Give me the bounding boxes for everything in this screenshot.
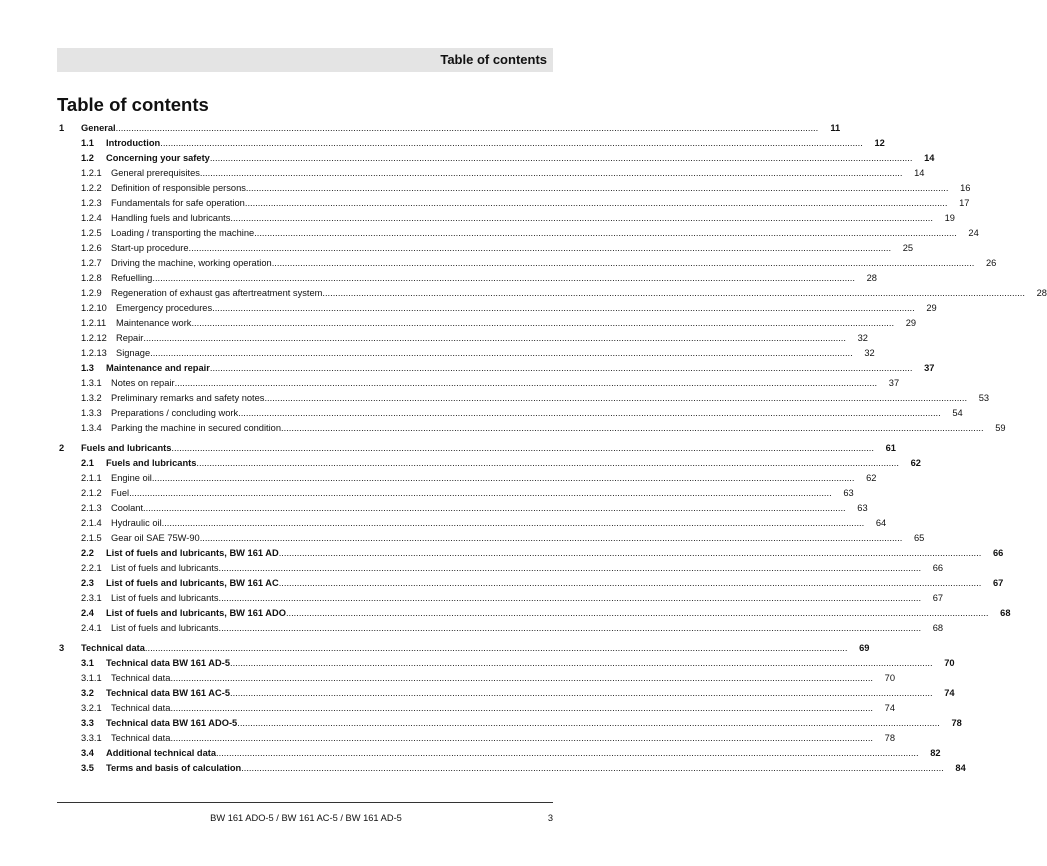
toc-entry-number: 2.3 bbox=[81, 578, 94, 588]
toc-entry[interactable] bbox=[59, 331, 868, 346]
toc-dot-leader bbox=[152, 271, 855, 286]
toc-entry[interactable] bbox=[59, 606, 1011, 621]
toc-entry-label: List of fuels and lubricants, BW 161 AD bbox=[106, 548, 279, 558]
toc-entry-label: Fuels and lubricants bbox=[81, 443, 172, 453]
toc-entry-number: 2 bbox=[59, 443, 65, 453]
toc-entry-page: 68 bbox=[1000, 608, 1011, 618]
toc-entry-page: 69 bbox=[859, 643, 870, 653]
toc-entry-label: Technical data BW 161 AC-5 bbox=[106, 688, 230, 698]
toc-entry-number: 1 bbox=[59, 123, 65, 133]
toc-entry-page: 19 bbox=[944, 213, 955, 223]
toc-entry-label: Technical data bbox=[81, 643, 145, 653]
toc-entry-number: 1.2.5 bbox=[81, 228, 102, 238]
toc-entry-page: 70 bbox=[884, 673, 896, 683]
toc-entry-page: 29 bbox=[905, 318, 917, 328]
toc-dot-leader bbox=[279, 576, 982, 591]
toc-dot-leader bbox=[219, 621, 922, 636]
toc-entry-label: Preliminary remarks and safety notes bbox=[111, 393, 265, 403]
toc-dot-leader bbox=[143, 331, 846, 346]
toc-entry-label: Technical data bbox=[111, 703, 171, 713]
toc-entry-page: 54 bbox=[952, 408, 963, 418]
toc-entry-page: 32 bbox=[857, 333, 868, 343]
toc-entry[interactable] bbox=[59, 591, 944, 606]
toc-entry-page: 61 bbox=[885, 443, 896, 453]
toc-entry-number: 2.1.3 bbox=[81, 503, 102, 513]
toc-entry-page: 14 bbox=[924, 153, 935, 163]
toc-dot-leader bbox=[162, 516, 865, 531]
toc-entry-label: Coolant bbox=[111, 503, 144, 513]
toc-entry-label: Repair bbox=[116, 333, 144, 343]
toc-entry-page: 12 bbox=[874, 138, 885, 148]
toc-entry-label: Signage bbox=[116, 348, 151, 358]
toc-entry-page: 28 bbox=[866, 273, 877, 283]
toc-dot-leader bbox=[246, 181, 949, 196]
toc-dot-leader bbox=[170, 701, 873, 716]
toc-entry-label: Technical data BW 161 ADO-5 bbox=[106, 718, 238, 728]
toc-entry-page: 62 bbox=[866, 473, 877, 483]
toc-entry-page: 29 bbox=[926, 303, 937, 313]
toc-entry-number: 1.2.9 bbox=[81, 288, 102, 298]
toc-entry[interactable] bbox=[59, 301, 937, 316]
toc-entry-label: Fuels and lubricants bbox=[106, 458, 197, 468]
toc-dot-leader bbox=[286, 606, 989, 621]
toc-dot-leader bbox=[212, 301, 915, 316]
toc-dot-leader bbox=[210, 361, 913, 376]
toc-entry-page: 37 bbox=[888, 378, 900, 388]
toc-entry-number: 3.3 bbox=[81, 718, 94, 728]
toc-entry-number: 1.2.12 bbox=[81, 333, 107, 343]
toc-entry-label: Gear oil SAE 75W-90 bbox=[111, 533, 200, 543]
toc-entry-number: 2.1.2 bbox=[81, 488, 102, 498]
toc-dot-leader bbox=[150, 346, 853, 361]
toc-entry-number: 1.2.4 bbox=[81, 213, 102, 223]
toc-entry-number: 2.1 bbox=[81, 458, 94, 468]
toc-entry-number: 3 bbox=[59, 643, 65, 653]
toc-entry-number: 3.1 bbox=[81, 658, 94, 668]
toc-entry-page: 16 bbox=[960, 183, 971, 193]
toc-entry-label: Concerning your safety bbox=[106, 153, 210, 163]
toc-entry[interactable] bbox=[59, 256, 997, 271]
toc-entry[interactable] bbox=[59, 391, 990, 406]
toc-entry[interactable] bbox=[59, 761, 966, 776]
toc-entry-number: 1.2.13 bbox=[81, 348, 107, 358]
toc-dot-leader bbox=[210, 151, 913, 166]
toc-entry[interactable] bbox=[59, 701, 896, 716]
toc-entry-number: 1.2.1 bbox=[81, 168, 102, 178]
toc-entry-label: Technical data BW 161 AD-5 bbox=[106, 658, 230, 668]
toc-entry-number: 1.2 bbox=[81, 153, 94, 163]
toc-entry-number: 3.3.1 bbox=[81, 733, 102, 743]
page-title: Table of contents bbox=[57, 94, 209, 115]
toc-entry-number: 3.1.1 bbox=[81, 673, 102, 683]
toc-entry[interactable] bbox=[59, 456, 921, 471]
toc-entry-number: 1.3.4 bbox=[81, 423, 102, 433]
toc-entry[interactable] bbox=[59, 471, 877, 486]
toc-entry-label: Emergency procedures bbox=[116, 303, 213, 313]
toc-entry[interactable] bbox=[59, 546, 1004, 561]
toc-entry-page: 78 bbox=[951, 718, 962, 728]
toc-entry-number: 1.2.11 bbox=[81, 318, 107, 328]
toc-entry-number: 1.2.7 bbox=[81, 258, 102, 268]
toc-entry[interactable] bbox=[59, 486, 854, 501]
toc-entry-page: 37 bbox=[924, 363, 935, 373]
toc-dot-leader bbox=[152, 471, 855, 486]
toc-entry-number: 3.2 bbox=[81, 688, 94, 698]
toc-entry[interactable] bbox=[59, 376, 900, 391]
toc-entry[interactable] bbox=[59, 151, 935, 166]
toc-entry[interactable] bbox=[59, 641, 870, 656]
toc-entry[interactable] bbox=[59, 136, 885, 151]
toc-entry-label: List of fuels and lubricants bbox=[111, 623, 219, 633]
toc-dot-leader bbox=[230, 656, 933, 671]
toc-entry[interactable] bbox=[59, 226, 979, 241]
toc-entry-page: 59 bbox=[995, 423, 1006, 433]
toc-entry[interactable] bbox=[59, 271, 877, 286]
toc-entry-page: 17 bbox=[959, 198, 970, 208]
toc-entry[interactable] bbox=[59, 121, 841, 136]
toc-entry-page: 74 bbox=[884, 703, 896, 713]
toc-entry-number: 1.3.3 bbox=[81, 408, 102, 418]
toc-entry[interactable] bbox=[59, 441, 896, 456]
toc-entry[interactable] bbox=[59, 421, 1006, 436]
toc-dot-leader bbox=[216, 746, 919, 761]
toc-entry-page: 63 bbox=[843, 488, 854, 498]
toc-entry-page: 74 bbox=[944, 688, 955, 698]
toc-entry-page: 64 bbox=[875, 518, 887, 528]
toc-dot-leader bbox=[129, 486, 832, 501]
toc-dot-leader bbox=[143, 501, 846, 516]
toc-entry-label: General prerequisites bbox=[111, 168, 200, 178]
toc-entry-label: Start-up procedure bbox=[111, 243, 189, 253]
toc-dot-leader bbox=[245, 196, 948, 211]
toc-entry[interactable] bbox=[59, 316, 917, 331]
toc-dot-leader bbox=[279, 546, 982, 561]
toc-entry-number: 2.2 bbox=[81, 548, 94, 558]
toc-dot-leader bbox=[200, 531, 903, 546]
header-title: Table of contents bbox=[440, 52, 547, 67]
toc-entry-number: 1.2.3 bbox=[81, 198, 102, 208]
toc-entry-page: 66 bbox=[932, 563, 944, 573]
toc-entry[interactable] bbox=[59, 731, 896, 746]
toc-entry-label: Loading / transporting the machine bbox=[111, 228, 255, 238]
toc-entry[interactable] bbox=[59, 241, 914, 256]
toc-entry-page: 78 bbox=[884, 733, 896, 743]
toc-entry[interactable] bbox=[59, 561, 944, 576]
toc-entry[interactable] bbox=[59, 531, 925, 546]
toc-entry-label: General bbox=[81, 123, 116, 133]
toc-dot-leader bbox=[238, 406, 941, 421]
toc-entry-number: 2.2.1 bbox=[81, 563, 102, 573]
toc-entry[interactable] bbox=[59, 361, 935, 376]
toc-entry[interactable] bbox=[59, 166, 925, 181]
toc-entry-number: 3.2.1 bbox=[81, 703, 102, 713]
toc-entry-number: 2.1.5 bbox=[81, 533, 102, 543]
toc-entry-label: Preparations / concluding work bbox=[111, 408, 239, 418]
toc-entry[interactable] bbox=[59, 501, 868, 516]
toc-entry[interactable] bbox=[59, 656, 955, 671]
toc-entry[interactable] bbox=[59, 181, 971, 196]
toc-entry-label: Parking the machine in secured condition bbox=[111, 423, 282, 433]
toc-dot-leader bbox=[191, 316, 894, 331]
toc-entry[interactable] bbox=[59, 516, 887, 531]
toc-entry-page: 53 bbox=[978, 393, 990, 403]
toc-entry-number: 2.3.1 bbox=[81, 593, 102, 603]
toc-entry[interactable] bbox=[59, 671, 896, 686]
toc-entry[interactable] bbox=[59, 406, 963, 421]
toc-entry-label: Maintenance work bbox=[116, 318, 192, 328]
toc-dot-leader bbox=[170, 671, 873, 686]
toc-entry-page: 70 bbox=[944, 658, 955, 668]
toc-entry[interactable] bbox=[59, 686, 955, 701]
footer-models: BW 161 ADO-5 / BW 161 AC-5 / BW 161 AD-5 bbox=[210, 813, 402, 823]
toc-entry-page: 11 bbox=[830, 123, 841, 133]
toc-dot-leader bbox=[322, 286, 1025, 301]
toc-dot-leader bbox=[200, 166, 903, 181]
toc-entry-page: 65 bbox=[913, 533, 925, 543]
toc-entry-label: List of fuels and lubricants bbox=[111, 593, 219, 603]
toc-entry-label: Driving the machine, working operation bbox=[111, 258, 272, 268]
toc-entry-label: Terms and basis of calculation bbox=[106, 763, 242, 773]
toc-entry-number: 2.4.1 bbox=[81, 623, 102, 633]
toc-entry-label: Introduction bbox=[106, 138, 161, 148]
toc-entry-label: Fuel bbox=[111, 488, 130, 498]
toc-entry-label: Definition of responsible persons bbox=[111, 183, 246, 193]
toc-entry-page: 68 bbox=[932, 623, 944, 633]
toc-entry-label: Additional technical data bbox=[106, 748, 217, 758]
toc-entry[interactable] bbox=[59, 196, 970, 211]
toc-entry-number: 3.4 bbox=[81, 748, 94, 758]
toc-entry-label: List of fuels and lubricants, BW 161 ADO bbox=[106, 608, 286, 618]
toc-entry[interactable] bbox=[59, 346, 875, 361]
toc-entry-page: 25 bbox=[902, 243, 914, 253]
toc-dot-leader bbox=[281, 421, 984, 436]
toc-entry-page: 82 bbox=[930, 748, 941, 758]
toc-entry-page: 66 bbox=[992, 548, 1004, 558]
toc-dot-leader bbox=[116, 121, 819, 136]
toc-entry-page: 32 bbox=[864, 348, 875, 358]
toc-entry-number: 1.2.2 bbox=[81, 183, 102, 193]
toc-entry-number: 1.2.8 bbox=[81, 273, 102, 283]
toc-entry-label: Refuelling bbox=[111, 273, 153, 283]
toc-entry[interactable] bbox=[59, 621, 944, 636]
toc-entry-number: 1.3.1 bbox=[81, 378, 102, 388]
header-bar bbox=[57, 48, 553, 72]
toc-dot-leader bbox=[219, 591, 922, 606]
toc-entry-label: Maintenance and repair bbox=[106, 363, 210, 373]
toc-dot-leader bbox=[264, 391, 967, 406]
toc-dot-leader bbox=[160, 136, 863, 151]
toc-entry-label: Handling fuels and lubricants bbox=[111, 213, 231, 223]
toc-dot-leader bbox=[171, 441, 874, 456]
toc-entry[interactable] bbox=[59, 211, 955, 226]
toc-entry-number: 1.2.6 bbox=[81, 243, 102, 253]
toc-dot-leader bbox=[241, 761, 944, 776]
toc-dot-leader bbox=[230, 686, 933, 701]
toc-entry-number: 1.2.10 bbox=[81, 303, 107, 313]
footer-divider bbox=[57, 802, 553, 803]
toc-entry-label: Engine oil bbox=[111, 473, 152, 483]
toc-entry-page: 84 bbox=[955, 763, 966, 773]
toc-entry-label: Technical data bbox=[111, 733, 171, 743]
toc-dot-leader bbox=[272, 256, 975, 271]
toc-dot-leader bbox=[196, 456, 899, 471]
toc-entry-page: 26 bbox=[985, 258, 997, 268]
toc-entry-number: 1.3 bbox=[81, 363, 94, 373]
toc-dot-leader bbox=[230, 211, 933, 226]
toc-entry[interactable] bbox=[59, 716, 962, 731]
toc-entry-page: 28 bbox=[1036, 288, 1047, 298]
toc-entry-page: 67 bbox=[932, 593, 944, 603]
toc-entry-page: 67 bbox=[992, 578, 1004, 588]
footer-page-number: 3 bbox=[547, 813, 553, 823]
toc-entry-label: List of fuels and lubricants, BW 161 AC bbox=[106, 578, 279, 588]
toc-entry-number: 2.1.1 bbox=[81, 473, 102, 483]
toc-entry-label: Hydraulic oil bbox=[111, 518, 162, 528]
toc-entry[interactable] bbox=[59, 576, 1004, 591]
toc-entry-page: 24 bbox=[968, 228, 979, 238]
toc-entry-label: Technical data bbox=[111, 673, 171, 683]
toc-entry-number: 1.1 bbox=[81, 138, 94, 148]
toc-entry-number: 1.3.2 bbox=[81, 393, 102, 403]
toc-dot-leader bbox=[189, 241, 892, 256]
toc-entry-label: Notes on repair bbox=[111, 378, 175, 388]
toc-entry-number: 2.4 bbox=[81, 608, 94, 618]
toc-dot-leader bbox=[145, 641, 848, 656]
toc-entry-label: Regeneration of exhaust gas aftertreatment system bbox=[111, 288, 323, 298]
toc-entry-page: 63 bbox=[857, 503, 868, 513]
toc-entry[interactable] bbox=[59, 746, 941, 761]
toc-entry-page: 62 bbox=[910, 458, 921, 468]
toc-dot-leader bbox=[237, 716, 940, 731]
toc-entry-label: Fundamentals for safe operation bbox=[111, 198, 245, 208]
toc-dot-leader bbox=[219, 561, 922, 576]
table-of-contents bbox=[59, 121, 1047, 776]
toc-dot-leader bbox=[170, 731, 873, 746]
toc-entry-number: 2.1.4 bbox=[81, 518, 102, 528]
toc-dot-leader bbox=[254, 226, 957, 241]
toc-entry[interactable] bbox=[59, 286, 1047, 301]
toc-entry-number: 3.5 bbox=[81, 763, 94, 773]
toc-dot-leader bbox=[175, 376, 878, 391]
toc-entry-page: 14 bbox=[914, 168, 925, 178]
toc-entry-label: List of fuels and lubricants bbox=[111, 563, 219, 573]
